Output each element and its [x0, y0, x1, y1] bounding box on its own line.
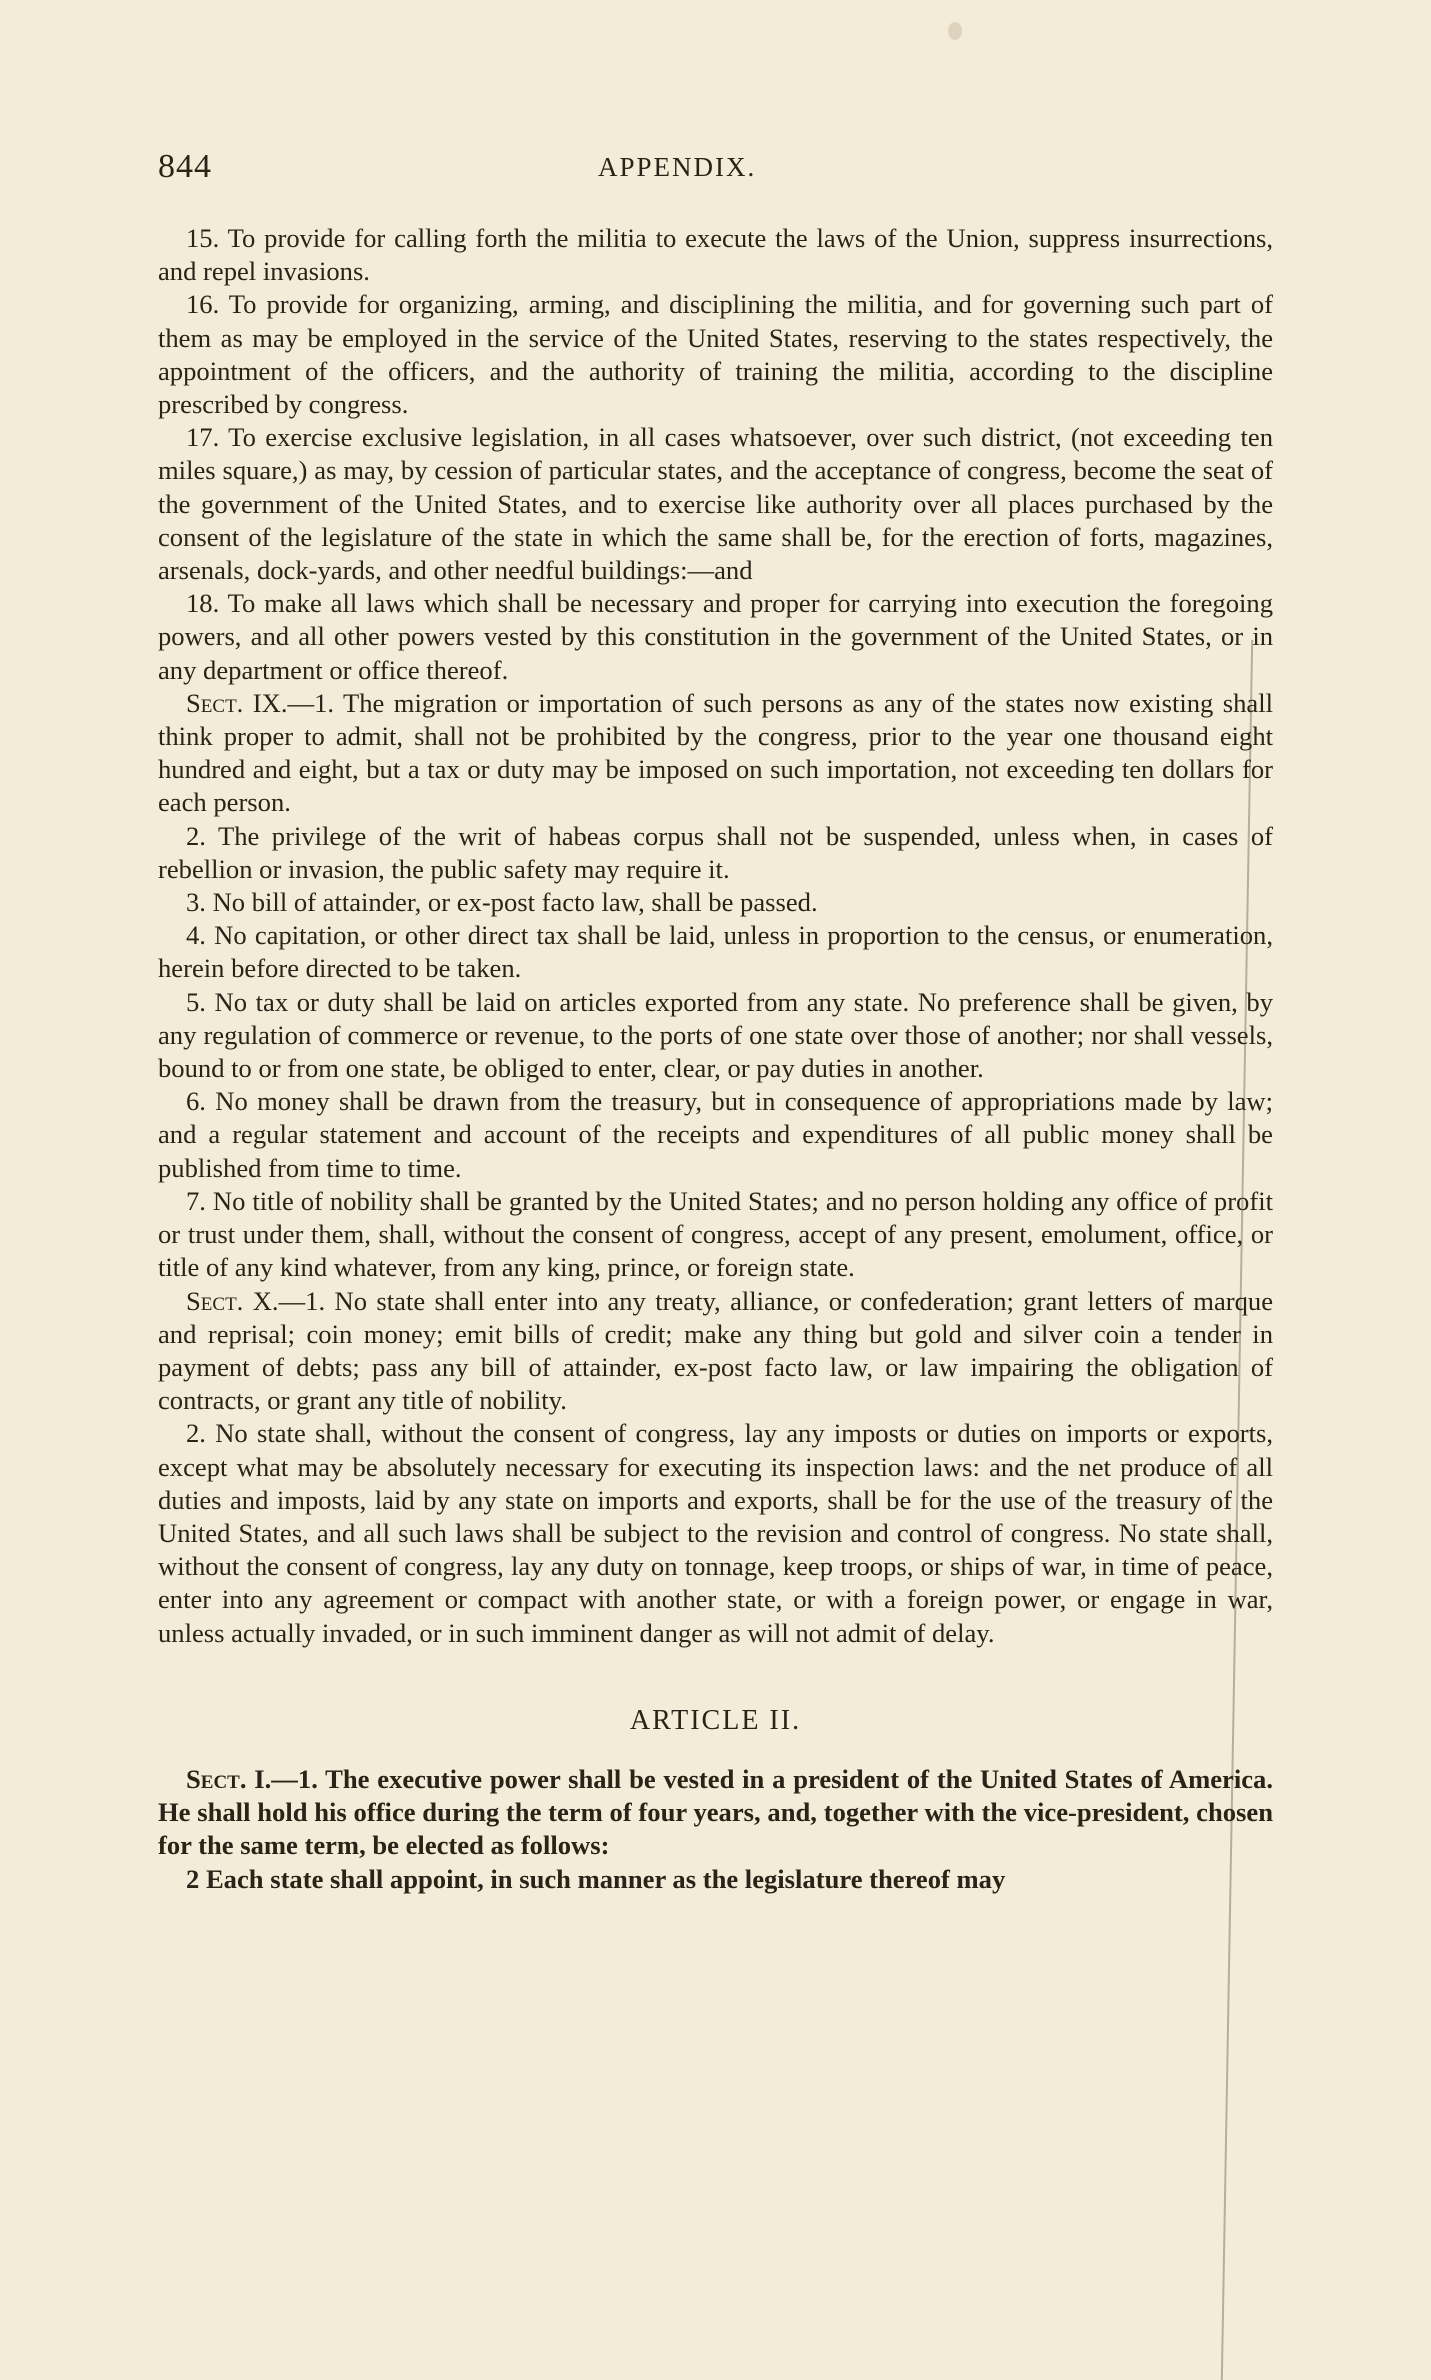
article-2-section-1-label: Sect. I. — [186, 1763, 272, 1794]
article-2-heading: ARTICLE II. — [629, 1704, 802, 1736]
page-header — [158, 148, 1288, 188]
section-10-clause-1 — [158, 1285, 1273, 1418]
section-10-label: Sect. X. — [186, 1285, 279, 1316]
section-10-clause-2: 2. No state shall, without the consent of congress, lay any imposts or duties on imports or exports, except what may be absolutely necessary for executing its inspection laws: and the net produce of all duties and imposts, laid by any state on imports and exports, shall be for the use of the treasury of the United States, and all such laws shall be subject to the revision and control of congress. No state shall, without the consent of congress, lay any duty on tonnage, keep troops, or ships of war, in time of peace, enter into any agreement or compact with another state, or with a foreign power, or engage in war, unless actually invaded, or in such imminent danger as will not admit of delay. — [158, 1418, 1273, 1648]
section-9-clause-6: 6. No money shall be drawn from the treasury, but in consequence of appropriations made by law; and a regular statement and account of the receipts and expenditures of all public money shall be published from time to time. — [158, 1086, 1273, 1183]
clause-16: 16. To provide for organizing, arming, and disciplining the militia, and for governing such part of them as may be employed in the service of the United States, reserving to the states respectively, the appointment of the officers, and the authority of training the militia, according to the discipline prescribed by congress. — [158, 289, 1273, 420]
paper-stain — [948, 22, 962, 40]
body-text — [158, 222, 1273, 1896]
section-9-clause-7: 7. No title of nobility shall be granted by the United States; and no person holding any office of profit or trust under them, shall, without the consent of congress, accept of any present, emolument, office, or title of any kind whatever, from any king, prince, or foreign state. — [158, 1185, 1273, 1283]
running-head: APPENDIX. — [598, 152, 757, 182]
clause-17: 17. To exercise exclusive legislation, in all cases whatsoever, over such district, (not exceeding ten miles square,) as may, by cession of particular states, and the acceptance of congress, become the seat of the government of the United States, and to exercise like authority over all places purchased by the consent of the legislature of the state in which the same shall be, for the erection of forts, magazines, arsenals, dock-yards, and other needful buildings:—and — [158, 422, 1273, 586]
clause-18: 18. To make all laws which shall be necessary and proper for carrying into execution the foregoing powers, and all other powers vested by this constitution in the government of the United States, or in any department or office thereof. — [158, 588, 1273, 685]
section-9-label: Sect. IX. — [186, 687, 288, 718]
article-2-section-1-clause-2: 2 Each state shall appoint, in such manner as the legislature thereof may — [186, 1863, 1006, 1894]
section-9-clause-5: 5. No tax or duty shall be laid on articles exported from any state. No preference shall be given, by any regulation of commerce or revenue, to the ports of one state over those of another; nor shall vessels, bound to or from one state, be obliged to enter, clear, or pay duties in another. — [158, 986, 1273, 1084]
article-2-section-1-clause-1 — [158, 1763, 1273, 1863]
section-10-clause-1-text: —1. No state shall enter into any treaty, alliance, or confederation; grant letters of marque and reprisal; coin money; emit bills of credit; make any thing but gold and silver coin a tender in payment of debts; pass any bill of attainder, ex-post facto law, or law impairing the obligation of contracts, or grant any title of nobility. — [158, 1285, 1274, 1416]
section-9-clause-4: 4. No capitation, or other direct tax shall be laid, unless in proportion to the census, or enumeration, herein before directed to be taken. — [158, 920, 1273, 984]
page-number: 844 — [158, 148, 212, 185]
clause-15: 15. To provide for calling forth the militia to execute the laws of the Union, suppress insurrections, and repel invasions. — [158, 223, 1273, 287]
section-9-clause-1 — [158, 687, 1273, 820]
section-9-clause-2: 2. The privilege of the writ of habeas corpus shall not be suspended, unless when, in cases of rebellion or invasion, the public safety may require it. — [158, 820, 1273, 884]
article-2-section-1-text: —1. The executive power shall be vested in a president of the United States of America. He shall hold his office during the term of four years, and, together with the vice-president, chosen for the same term, be elected as follows: — [158, 1763, 1273, 1861]
section-9-clause-1-text: —1. The migration or importation of such persons as any of the states now existing shall think proper to admit, shall not be prohibited by the congress, prior to the year one thousand eight hundred and eight, but a tax or duty may be imposed on such importation, not exceeding ten dollars for each person. — [158, 687, 1273, 818]
section-9-clause-3: 3. No bill of attainder, or ex-post facto law, shall be passed. — [186, 887, 818, 918]
